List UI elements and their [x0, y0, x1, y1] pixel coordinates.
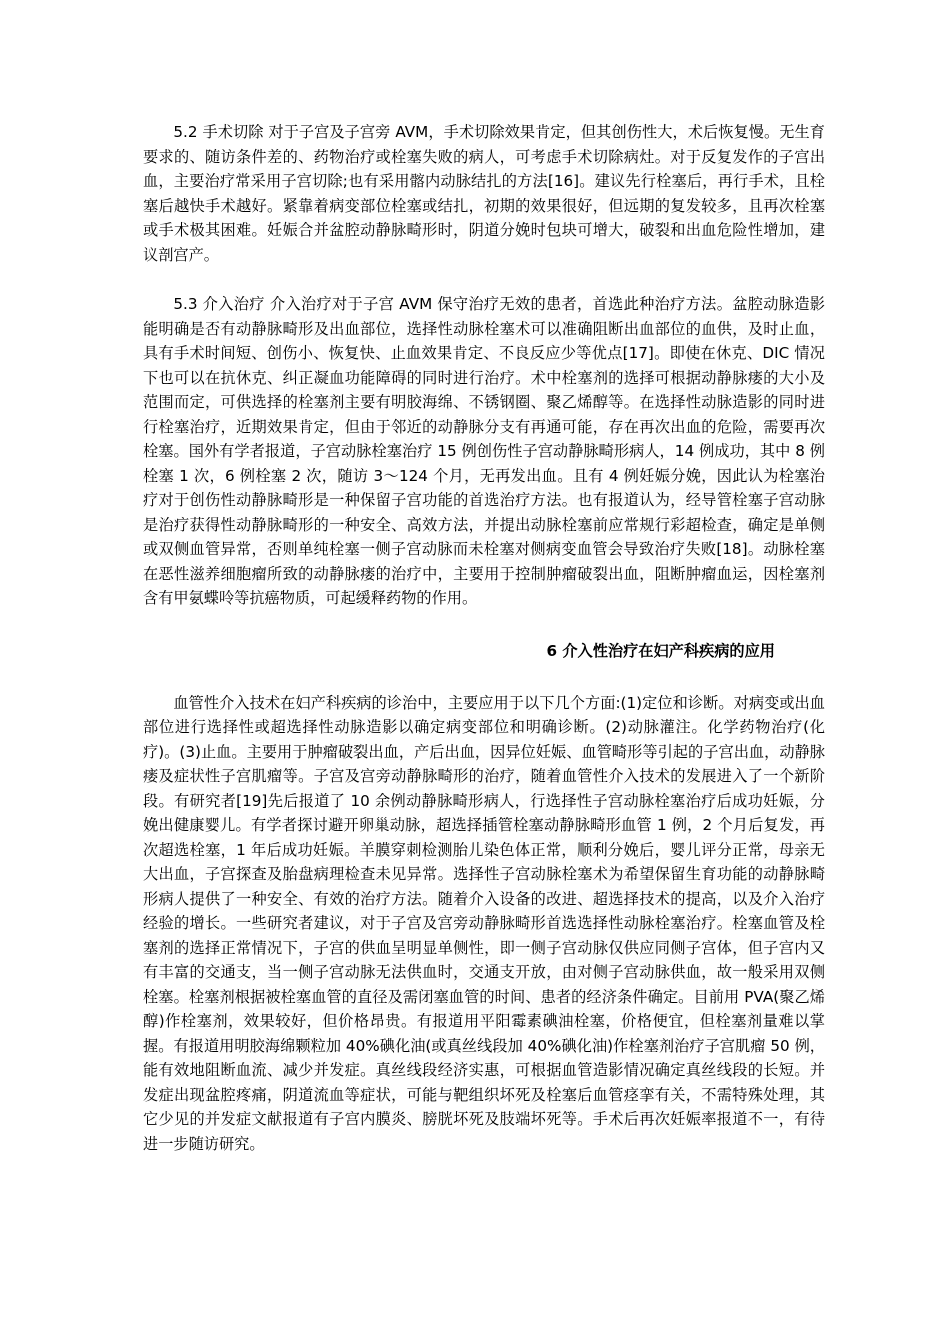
- spacer: [143, 663, 825, 691]
- section-5-2-paragraph: [143, 120, 825, 267]
- section-5-3-heading: 5.3 介入治疗: [173, 295, 265, 313]
- section-5-2-body: 对于子宫及子宫旁 AVM，手术切除效果肯定，但其创伤性大，术后恢复慢。无生育要求的、随访条件差的、药物治疗或栓塞失败的病人，可考虑手术切除病灶。对于反复发作的子宫出血，主要治疗常采用子宫切除;也有采用髂内动脉结扎的方法[16]。建议先行栓塞后，再行手术，且栓塞后越快手术越好。紧靠着病变部位栓塞或结扎，初期的效果很好，但远期的复发较多，且再次栓塞或手术极其困难。妊娠合并盆腔动静脉畸形时，阴道分娩时包块可增大，破裂和出血危险性增加，建议剖宫产。: [143, 123, 825, 264]
- section-6-paragraph: 血管性介入技术在妇产科疾病的诊治中，主要应用于以下几个方面:(1)定位和诊断。对病变或出血部位进行选择性或超选择性动脉造影以确定病变部位和明确诊断。(2)动脉灌注。化学药物治疗(化疗)。(3)止血。主要用于肿瘤破裂出血，产后出血，因异位妊娠、血管畸形等引起的子宫出血，动静脉瘘及症状性子宫肌瘤等。子宫及宫旁动静脉畸形的治疗，随着血管性介入技术的发展进入了一个新阶段。有研究者[19]先后报道了 10 余例动静脉畸形病人，行选择性子宫动脉栓塞治疗后成功妊娠，分娩出健康婴儿。有学者探讨避开卵巢动脉，超选择插管栓塞动静脉畸形血管 1 例，2 个月后复发，再次超选栓塞，1 年后成功妊娠。羊膜穿刺检测胎儿染色体正常，顺利分娩后，婴儿评分正常，母亲无大出血，子宫探查及胎盘病理检查未见异常。选择性子宫动脉栓塞术为希望保留生育功能的动静脉畸形病人提供了一种安全、有效的治疗方法。随着介入设备的改进、超选择技术的提高，以及介入治疗经验的增长。一些研究者建议，对于子宫及宫旁动静脉畸形首选选择性动脉栓塞治疗。栓塞血管及栓塞剂的选择正常情况下，子宫的供血呈明显单侧性，即一侧子宫动脉仅供应同侧子宫体，但子宫内又有丰富的交通支，当一侧子宫动脉无法供血时，交通支开放，由对侧子宫动脉供血，故一般采用双侧栓塞。栓塞剂根据被栓塞血管的直径及需闭塞血管的时间、患者的经济条件确定。目前用 PVA(聚乙烯醇)作栓塞剂，效果较好，但价格昂贵。有报道用平阳霉素碘油栓塞，价格便宜，但栓塞剂量难以掌握。有报道用明胶海绵颗粒加 40%碘化油(或真丝线段加 40%碘化油)作栓塞剂治疗子宫肌瘤 50 例，能有效地阻断血流、减少并发症。真丝线段经济实惠，可根据血管造影情况确定真丝线段的长短。并发症出现盆腔疼痛，阴道流血等症状，可能与靶组织坏死及栓塞后血管痉挛有关，不需特殊处理，其它少见的并发症文献报道有子宫内膜炎、膀胱坏死及肢端坏死等。手术后再次妊娠率报道不一，有待进一步随访研究。: [143, 693, 825, 1153]
- section-6-title: 6 介入性治疗在妇产科疾病的应用: [546, 641, 775, 660]
- spacer: [143, 267, 825, 292]
- spacer: [143, 611, 825, 639]
- section-5-3-paragraph: [143, 292, 825, 611]
- section-5-3-body: 介入治疗对于子宫 AVM 保守治疗无效的患者，首选此种治疗方法。盆腔动脉造影能明确是否有动静脉畸形及出血部位，选择性动脉栓塞术可以准确阻断出血部位的血供，及时止血，具有手术时间短、创伤小、恢复快、止血效果肯定、不良反应少等优点[17]。即使在休克、DIC 情况下也可以在抗休克、纠正凝血功能障碍的同时进行治疗。术中栓塞剂的选择可根据动静脉瘘的大小及范围而定，可供选择的栓塞剂主要有明胶海绵、不锈钢圈、聚乙烯醇等。在选择性动脉造影的同时进行栓塞治疗，近期效果肯定，但由于邻近的动静脉分支有再通可能，存在再次出血的危险，需要再次栓塞。国外有学者报道，子宫动脉栓塞治疗 15 例创伤性子宫动静脉畸形病人，14 例成功，其中 8 例栓塞 1 次，6 例栓塞 2 次，随访 3～124 个月，无再发出血。且有 4 例妊娠分娩，因此认为栓塞治疗对于创伤性动静脉畸形是一种保留子宫功能的首选治疗方法。也有报道认为，经导管栓塞子宫动脉是治疗获得性动静脉畸形的一种安全、高效方法，并提出动脉栓塞前应常规行彩超检查，确定是单侧或双侧血管异常，否则单纯栓塞一侧子宫动脉而未栓塞对侧病变血管会导致治疗失败[18]。动脉栓塞在恶性滋养细胞瘤所致的动静脉瘘的治疗中，主要用于控制肿瘤破裂出血，阻断肿瘤血运，因栓塞剂含有甲氨蝶呤等抗癌物质，可起缓释药物的作用。: [143, 295, 825, 607]
- document-page: [143, 120, 825, 1156]
- section-5-2-heading: 5.2 手术切除: [173, 123, 264, 141]
